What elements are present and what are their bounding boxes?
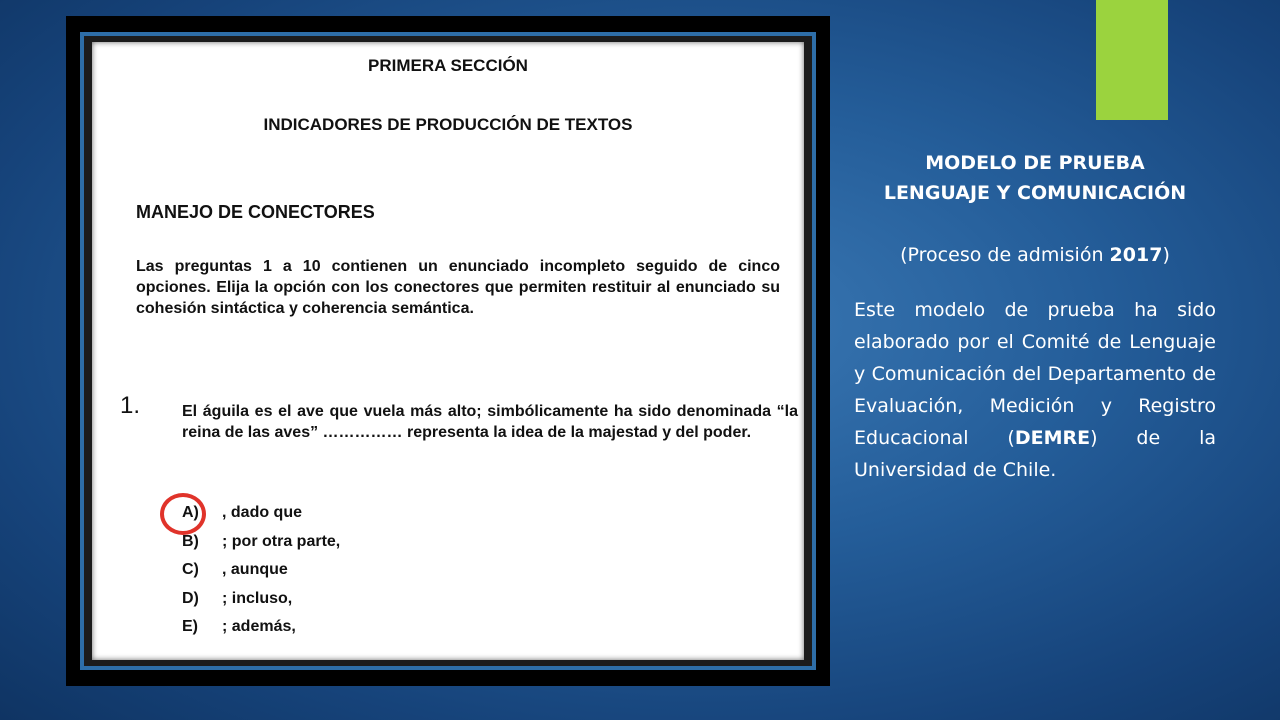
section-subtitle: INDICADORES DE PRODUCCIÓN DE TEXTOS	[263, 115, 633, 134]
option-b	[182, 533, 340, 562]
description-main: Este modelo de prueba ha sido elaborado por el Comité de Lenguaje y Comunicación del Departamento de Evaluación, Medición y Registro Educacional (	[854, 299, 1216, 449]
option-text: ; además,	[222, 618, 296, 635]
title-line-1: MODELO DE PRUEBA	[925, 152, 1145, 174]
process-year: 2017	[1109, 244, 1163, 266]
option-text: , aunque	[222, 561, 288, 578]
option-d	[182, 590, 340, 619]
option-text: , dado que	[222, 504, 302, 521]
instructions-paragraph: Las preguntas 1 a 10 contienen un enunciado incompleto seguido de cinco opciones. Elija la opción con los conectores que permiten restituir al enunciado su cohesión sintáctica y coherencia semántica.	[136, 258, 780, 317]
option-e	[182, 618, 340, 647]
document-frame-border	[80, 32, 816, 670]
document-frame	[66, 16, 830, 686]
process-suffix: )	[1162, 244, 1170, 266]
description-end: ) de la Universidad de Chile.	[854, 427, 1216, 481]
section-title: PRIMERA SECCIÓN	[368, 56, 528, 75]
correct-answer-circle	[160, 493, 206, 535]
option-a	[182, 504, 340, 533]
option-c	[182, 561, 340, 590]
slide-title	[854, 148, 1216, 208]
question-number: 1.	[120, 392, 141, 419]
option-text: ; incluso,	[222, 589, 293, 607]
side-panel	[854, 148, 1216, 486]
process-prefix: (Proceso de admisión	[900, 244, 1110, 266]
option-letter: D)	[182, 589, 199, 607]
description-paragraph	[854, 294, 1216, 486]
option-letter: C)	[182, 561, 199, 578]
answer-options	[182, 504, 340, 647]
option-letter: E)	[182, 618, 198, 635]
topic-heading: MANEJO DE CONECTORES	[136, 202, 375, 222]
accent-bar	[1096, 0, 1168, 120]
question-stem: El águila es el ave que vuela más alto; simbólicamente ha sido denominada “la reina de las aves” …………… representa la idea de la majestad y del poder.	[182, 403, 798, 441]
document-page	[92, 42, 804, 660]
demre-acronym: DEMRE	[1014, 427, 1091, 449]
admission-process	[854, 240, 1216, 270]
option-letter: B)	[182, 532, 199, 550]
title-line-2: LENGUAJE Y COMUNICACIÓN	[883, 182, 1187, 204]
option-text: ; por otra parte,	[222, 532, 341, 550]
option-letter: A)	[182, 504, 199, 521]
